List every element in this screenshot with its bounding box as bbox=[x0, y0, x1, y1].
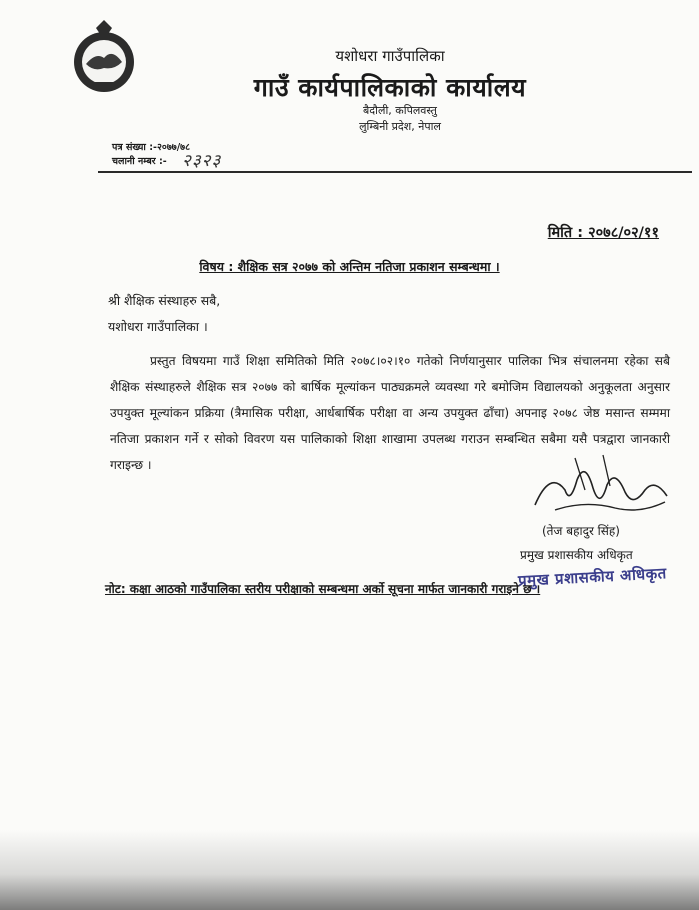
subject-line bbox=[0, 258, 699, 275]
header-divider bbox=[98, 171, 692, 173]
letter-date: मिति : २०७८/०२/११ bbox=[547, 225, 659, 241]
subject-text: विषय : शैक्षिक सत्र २०७७ को अन्तिम नतिजा प्रकाशन सम्बन्धमा । bbox=[199, 259, 500, 274]
letter-body: प्रस्तुत विषयमा गाउँ शिक्षा समितिको मिति २०७८।०२।१० गतेको निर्णयानुसार पालिका भित्र संचालनमा रहेका सबै शैक्षिक संस्थाहरुले शैक्षिक सत्र २०७७ को बार्षिक मूल्यांकन पाठ्यक्रमले व्यवस्था गरे बमोजिम विद्यालयको अनुकूलता अनुसार उपयुक्त मूल्यांकन प्रक्रिया (त्रैमासिक परीक्षा, आर्धबार्षिक परीक्षा वा अन्य उपयुक्त ढाँचा) अपनाइ २०७८ जेष्ठ मसान्त सम्ममा नतिजा प्रकाशन गर्ने र सोको विवरण यस पालिकाको शिक्षा शाखामा उपलब्ध गराउन सम्बन्धित सबैमा यसै पत्रद्वारा जानकारी गराइन्छ । bbox=[110, 354, 670, 472]
official-stamp: प्रमुख प्रशासकीय अधिकृत bbox=[517, 564, 668, 590]
government-emblem-icon bbox=[66, 18, 142, 98]
dispatch-number-handwritten: २३२३ bbox=[182, 151, 222, 171]
signatory-name: (तेज बहादुर सिंह) bbox=[542, 524, 620, 538]
signature-icon bbox=[515, 450, 675, 530]
footer-note: नोट: कक्षा आठको गाउँपालिका स्तरीय परीक्षाको सम्बन्धमा अर्को सूचना मार्फत जानकारी गराइने छ । bbox=[105, 582, 541, 596]
office-title: गाउँ कार्यपालिकाको कार्यालय bbox=[253, 73, 527, 102]
letter-number: पत्र संख्या :-२०७७/७८ bbox=[112, 142, 191, 153]
municipality-name: यशोधरा गाउँपालिका bbox=[335, 47, 445, 65]
addressee-line-1: श्री शैक्षिक संस्थाहरु सबै, bbox=[108, 293, 221, 308]
address-line-2: लुम्बिनी प्रदेश, नेपाल bbox=[359, 120, 441, 133]
dispatch-number-label: चलानी नम्बर :- bbox=[112, 156, 167, 167]
addressee-line-2: यशोधरा गाउँपालिका । bbox=[108, 319, 208, 334]
scan-shadow bbox=[0, 830, 699, 910]
address-line-1: बैदौली, कपिलवस्तु bbox=[363, 104, 437, 117]
signatory-title: प्रमुख प्रशासकीय अधिकृत bbox=[520, 548, 633, 562]
